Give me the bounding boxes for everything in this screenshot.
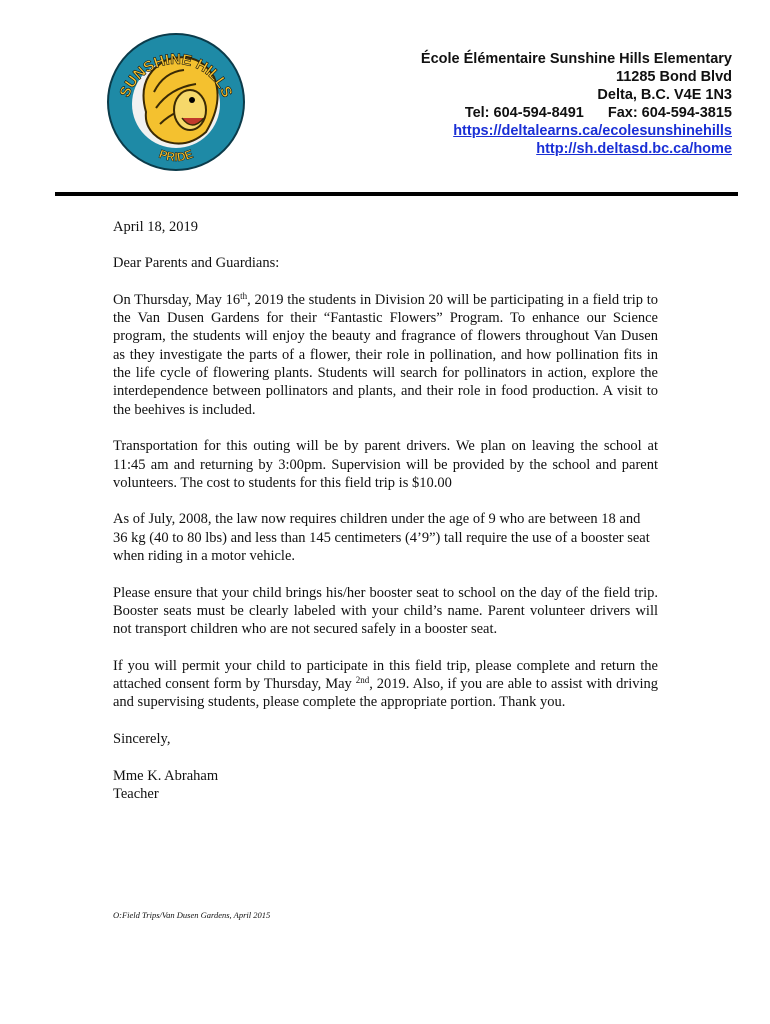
- paragraph-consent: If you will permit your child to participate in this field trip, please complete and return the attached consent form by Thursday, May $^{2nd}$, 2019. Also, if you are able to assist with driving and supervising students, please complete the appropriate portion. Thank you.: [113, 657, 658, 711]
- school-logo: [106, 22, 246, 182]
- school-website-link[interactable]: https://deltalearns.ca/ecolesunshinehills: [453, 123, 732, 139]
- greeting: Dear Parents and Guardians:: [113, 255, 280, 272]
- school-name: École Élémentaire Sunshine Hills Elementary: [420, 51, 732, 67]
- closing: Sincerely,: [113, 731, 171, 748]
- signer-name: Mme K. Abraham: [113, 767, 219, 784]
- paragraph-booster-law: As of July, 2008, the law now requires children under the age of 9 who are between 18 and 36 kg (40 to 80 lbs) and less than 145 centimeters (4’9”) tall require the use of a booster seat when riding in a motor vehicle.: [113, 511, 650, 565]
- district-website-link[interactable]: http://sh.deltasd.bc.ca/home: [536, 141, 732, 157]
- footer-file-path: O:Field Trips/Van Dusen Gardens, April 2015: [113, 910, 271, 920]
- signer-title: Teacher: [113, 785, 159, 802]
- school-header: [421, 50, 732, 158]
- letter-body: [113, 218, 658, 803]
- fax: Fax: 604-594-3815: [607, 105, 732, 121]
- header-divider: [55, 192, 738, 196]
- svg-text:PRIDE: [157, 147, 195, 164]
- telephone: Tel: 604-594-8491: [464, 105, 584, 121]
- school-city: Delta, B.C. V4E 1N3: [597, 87, 732, 103]
- paragraph-transportation: Transportation for this outing will be by parent drivers. We plan on leaving the school at 11:45 am and returning by 3:00pm. Supervision will be provided by the school and parent volunteers. The cost to students for this field trip is $10.00: [113, 438, 658, 491]
- letter-date: April 18, 2019: [113, 219, 198, 235]
- contact-row: [421, 104, 732, 122]
- logo-bottom-text: PRIDE: [157, 146, 195, 165]
- logo-top-text: SUNSHINE HILLS: [116, 50, 236, 100]
- school-address: 11285 Bond Blvd: [615, 69, 732, 85]
- paragraph-booster-seat: Please ensure that your child brings his/her booster seat to school on the day of the field trip. Booster seats must be clearly labeled with your child’s name. Parent volunteer drivers will not transport children who are not secured safely in a booster seat.: [113, 584, 658, 638]
- paragraph-field-trip: On Thursday, May 16th, 2019 the students in Division 20 will be participating in a field trip to the Van Dusen Gardens for their “Fantastic Flowers” Program. To enhance our Science program, the students will enjoy the beauty and fragrance of flowers throughout Van Dusen as they investigate the parts of a flower, their role in pollination, and how pollination fits in the life cycle of flowering plants. Students will search for pollinators in action, explore the interdependence between pollinators and plants, and their role in food production. A visit to the beehives is included.: [113, 290, 658, 418]
